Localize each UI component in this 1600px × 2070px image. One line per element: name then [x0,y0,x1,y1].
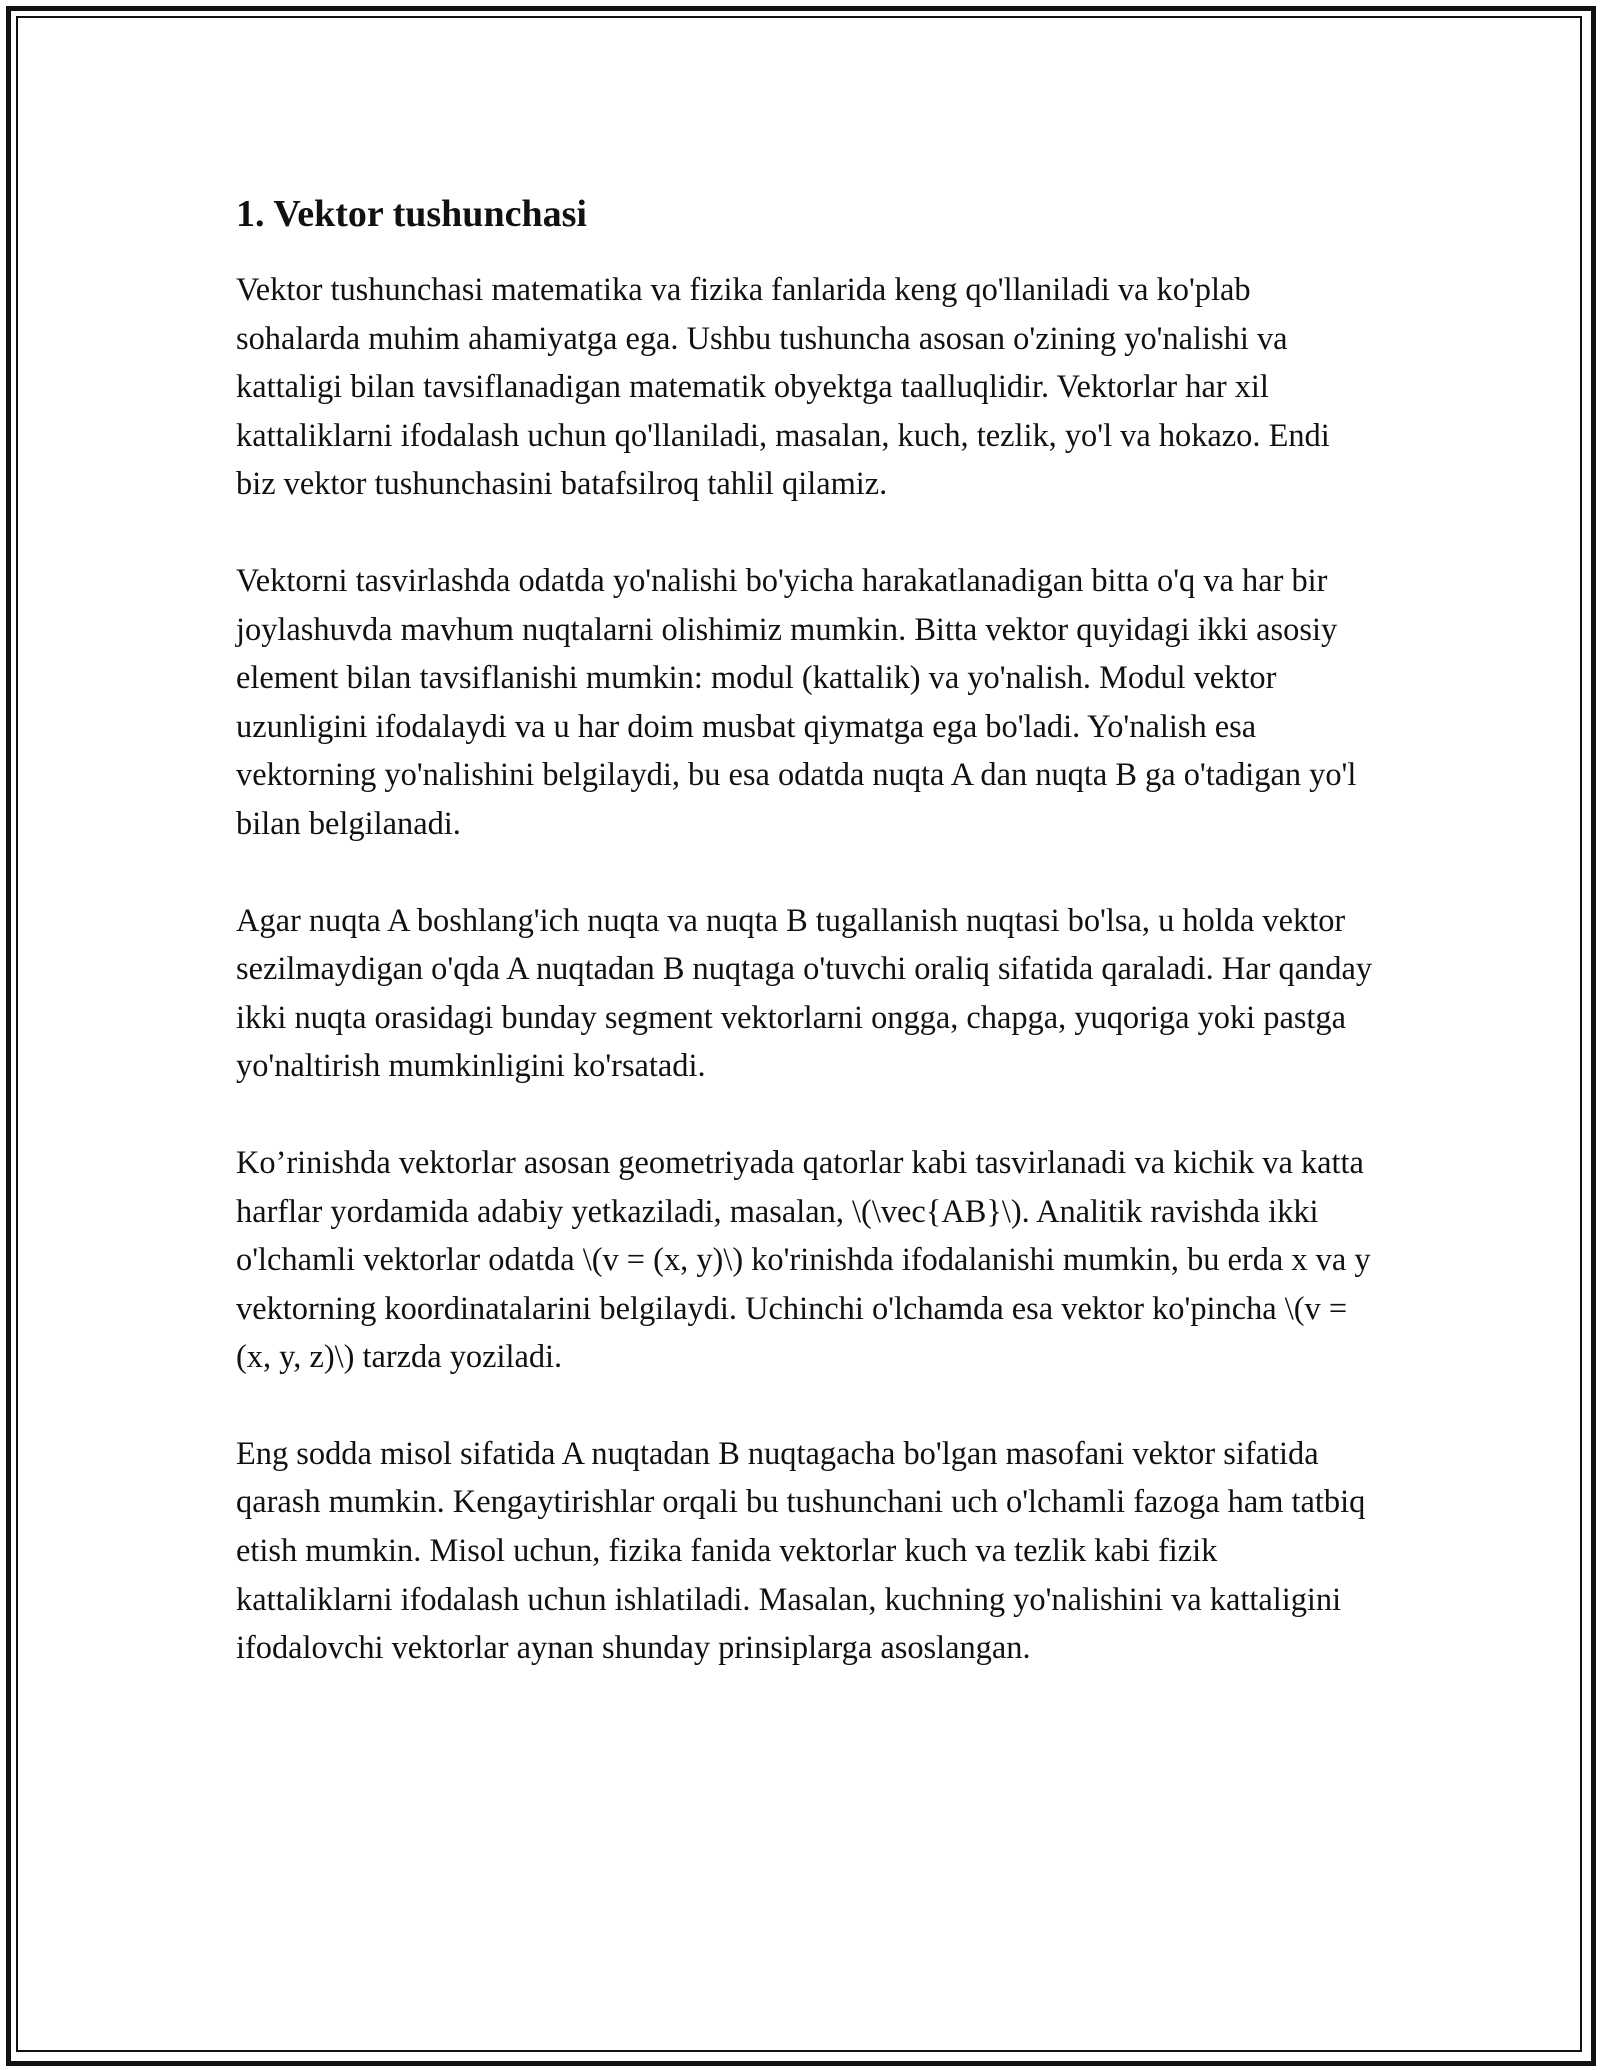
paragraph-2: Vektorni tasvirlashda odatda yo'nalishi bo'yicha harakatlanadigan bitta o'q va har bir joylashuvda mavhum nuqtalarni olishimiz mumkin. Bitta vektor quyidagi ikki asosiy element bilan tavsiflanishi mumkin: modul (kattalik) va yo'nalish. Modul vektor uzunligini ifodalaydi va u har doim musbat qiymatga ega bo'ladi. Yo'nalish esa vektorning yo'nalishini belgilaydi, bu esa odatda nuqta A dan nuqta B ga o'tadigan yo'l bilan belgilanadi. [236,562,1357,842]
section-heading: 1. Vektor tushunchasi [236,193,587,235]
paragraph-5: Eng sodda misol sifatida A nuqtadan B nuqtagacha bo'lgan masofani vektor sifatida qarash mumkin. Kengaytirishlar orqali bu tushunchani uch o'lchamli fazoga ham tatbiq etish mumkin. Misol uchun, fizika fanida vektorlar kuch va tezlik kabi fizik kattaliklarni ifodalash uchun ishlatiladi. Masalan, kuchning yo'nalishini va kattaligini ifodalovchi vektorlar aynan shunday prinsiplarga asoslangan. [236,1435,1366,1667]
paragraph-3: Agar nuqta A boshlang'ich nuqta va nuqta B tugallanish nuqtasi bo'lsa, u holda vektor sezilmaydigan o'qda A nuqtadan B nuqtaga o'tuvchi oraliq sifatida qaraladi. Har qanday ikki nuqta orasidagi bunday segment vektorlarni ongga, chapga, yuqoriga yoki pastga yo'naltirish mumkinligini ko'rsatadi. [236,902,1373,1085]
paragraph-1: Vektor tushunchasi matematika va fizika fanlarida keng qo'llaniladi va ko'plab sohalarda muhim ahamiyatga ega. Ushbu tushuncha asosan o'zining yo'nalishi va kattaligi bilan tavsiflanadigan matematik obyektga taalluqlidir. Vektorlar har xil kattaliklarni ifodalash uchun qo'llaniladi, masalan, kuch, tezlik, yo'l va hokazo. Endi biz vektor tushunchasini batafsilroq tahlil qilamiz. [236,272,1330,503]
paragraph-4: Ko’rinishda vektorlar asosan geometriyada qatorlar kabi tasvirlanadi va kichik va katta harflar yordamida adabiy yetkaziladi, masalan, \(\vec{AB}\). Analitik ravishda ikki o'lchamli vektorlar odatda \(v = (x, y)\) ko'rinishda ifodalanishi mumkin, bu erda x va y vektorning koordinatalarini belgilaydi. Uchinchi o'lchamda esa vektor ko'pincha \(v = (x, y, z)\) tarzda yoziladi. [236,1144,1371,1376]
document-body [236,188,1376,1721]
